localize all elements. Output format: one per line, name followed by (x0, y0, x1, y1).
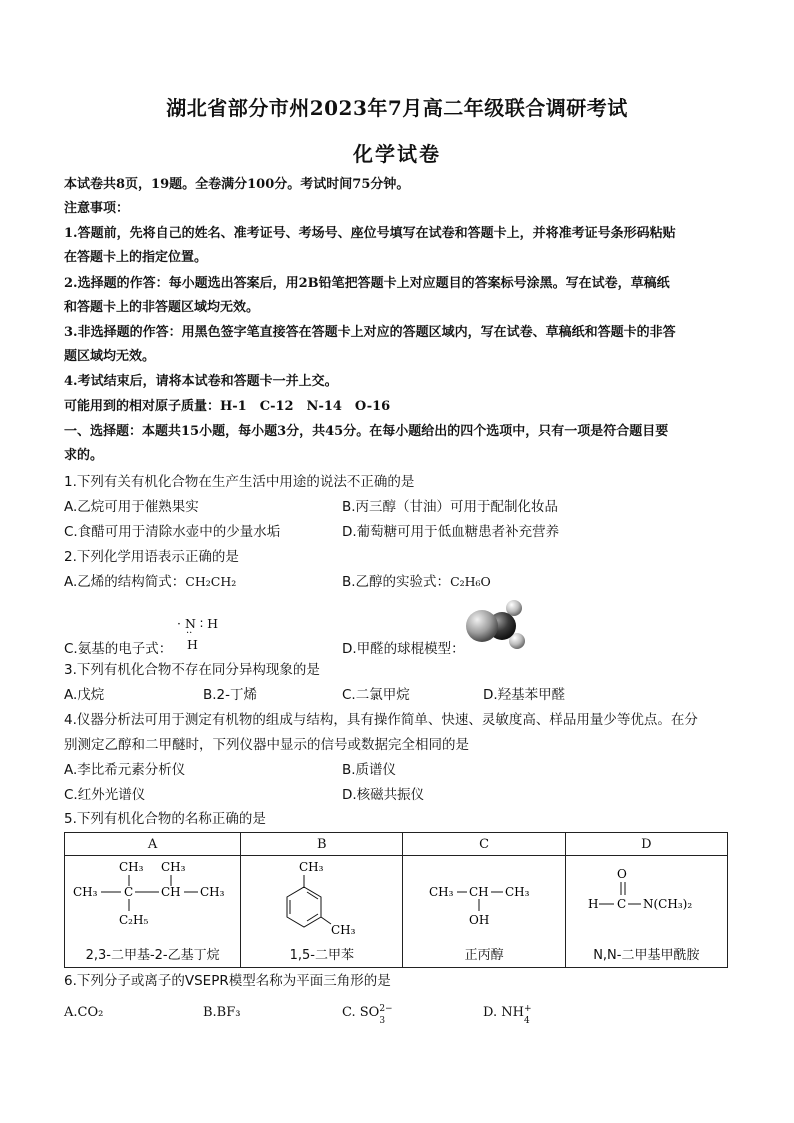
table-header-c: C (403, 833, 565, 856)
q3-option-a: A.戊烷 (64, 687, 105, 703)
q1-stem: 1.下列有关有机化合物在生产生活中用途的说法不正确的是 (64, 474, 415, 490)
charge-superscript: 2− (379, 1003, 393, 1014)
struct-a-right: CH₃ (200, 885, 225, 899)
q6-option-d-label: D. NH (483, 1005, 524, 1020)
subscript: 4 (523, 1015, 530, 1026)
q6-option-d (483, 1003, 534, 1026)
table-header-d: D (565, 833, 727, 856)
formaldehyde-ball-stick-model (462, 596, 530, 658)
q2-option-b-formula: C₂H₆O (450, 574, 491, 589)
q5-structure-table (64, 832, 728, 968)
q4-stem: 4.仪器分析法可用于测定有机物的组成与结构，具有操作简单、快速、灵敏度高、样品用量少等优点。在分 (64, 712, 698, 728)
bond (321, 917, 331, 924)
structure-b (241, 856, 401, 946)
table-cell-a (65, 856, 241, 968)
name-a: 2,3-二甲基-2-乙基丁烷 (85, 948, 220, 963)
electron-formula-dots: ·· (186, 628, 193, 639)
page-title: 湖北省部分市州2023年7月高二年级联合调研考试 (166, 96, 628, 120)
q6-stem: 6.下列分子或离子的VSEPR模型名称为平面三角形的是 (64, 973, 391, 989)
struct-a-bottom: C₂H₅ (119, 913, 149, 927)
section-heading-cont: 求的。 (64, 448, 104, 463)
q2-option-a (64, 573, 236, 591)
notice-line: 1.答题前，先将自己的姓名、准考证号、考场号、座位号填写在试卷和答题卡上，并将准考证号条形码粘贴 (64, 226, 676, 241)
struct-c-right: CH₃ (505, 885, 530, 899)
q4-option-c: C.红外光谱仪 (64, 787, 146, 803)
electron-formula-top: · N ∶ H (177, 616, 218, 631)
struct-a-top1: CH₃ (119, 860, 144, 874)
q2-option-b (342, 573, 491, 591)
struct-c-left: CH₃ (429, 885, 454, 899)
notice-line: 和答题卡上的非答题区域均无效。 (64, 300, 260, 315)
q2-option-c-label: C.氨基的电子式： (64, 641, 173, 657)
table-header-a: A (65, 833, 241, 856)
structure-c (403, 856, 563, 946)
q2-option-d-label: D.甲醛的球棍模型： (342, 641, 465, 657)
page-subtitle: 化学试卷 (353, 142, 441, 166)
q1-option-a: A.乙烷可用于催熟果实 (64, 499, 199, 515)
q1-option-d: D.葡萄糖可用于低血糖患者补充营养 (342, 524, 560, 540)
electron-formula-bottom: H (187, 637, 198, 652)
section-heading: 一、选择题：本题共15小题，每小题3分，共45分。在每小题给出的四个选项中，只有一项是符合题目要 (64, 424, 669, 439)
name-d: N,N-二甲基甲酰胺 (593, 948, 700, 963)
intro-text: 本试卷共8页，19题。全卷满分100分。考试时间75分钟。 (64, 177, 410, 192)
q4-option-d: D.核磁共振仪 (342, 787, 425, 803)
struct-a-left: CH₃ (73, 885, 98, 899)
q1-option-b: B.丙三醇（甘油）可用于配制化妆品 (342, 499, 559, 515)
q2-option-a-label: A.乙烯的结构简式： (64, 574, 186, 590)
oxygen-atom (466, 610, 498, 642)
table-cell-b (241, 856, 403, 968)
table-cell-c (403, 856, 565, 968)
ring-double-bond (307, 892, 318, 899)
benzene-ring (287, 887, 321, 927)
struct-d-n: N(CH₃)₂ (642, 897, 692, 911)
notice-line: 在答题卡上的指定位置。 (64, 250, 208, 265)
q5-stem: 5.下列有机化合物的名称正确的是 (64, 811, 266, 827)
q6-option-a: A.CO₂ (64, 1005, 104, 1020)
struct-d-c: C (616, 897, 626, 911)
notice-line: 2.选择题的作答：每小题选出答案后，用2B铅笔把答题卡上对应题目的答案标号涂黑。写在试卷，草稿纸 (64, 276, 670, 291)
q2-option-a-formula: CH₂CH₂ (185, 574, 237, 589)
structure-a (65, 856, 239, 946)
atomic-mass-line: 可能用到的相对原子质量：H-1 C-12 N-14 O-16 (64, 399, 391, 414)
q2-option-b-label: B.乙醇的实验式： (342, 574, 451, 590)
struct-c-mid: CH (469, 885, 490, 899)
name-b: 1,5-二甲苯 (289, 948, 354, 963)
table-cell-d (565, 856, 727, 968)
structure-d (566, 856, 726, 946)
name-c: 正丙醇 (464, 948, 504, 963)
q6-option-c-label: C. SO (342, 1005, 380, 1020)
struct-a-c: C (124, 885, 134, 899)
q3-option-d: D.羟基苯甲醛 (483, 687, 566, 703)
notice-heading: 注意事项： (64, 201, 130, 216)
struct-d-o: O (616, 867, 627, 881)
struct-a-top2: CH₃ (161, 860, 186, 874)
q3-option-c: C.二氯甲烷 (342, 687, 410, 703)
q6-option-b: B.BF₃ (203, 1005, 241, 1020)
struct-c-oh: OH (469, 913, 490, 927)
q6-option-c (342, 1003, 393, 1026)
q4-option-a: A.李比希元素分析仪 (64, 762, 186, 778)
charge-superscript: + (523, 1003, 532, 1014)
notice-line: 题区域均无效。 (64, 349, 156, 364)
notice-line: 3.非选择题的作答：用黑色签字笔直接答在答题卡上对应的答题区域内，写在试卷、草稿纸和答题卡的非答 (64, 325, 676, 340)
q3-stem: 3.下列有机化合物不存在同分异构现象的是 (64, 662, 320, 678)
struct-a-ch: CH (161, 885, 181, 899)
struct-d-h: H (587, 897, 599, 911)
q2-stem: 2.下列化学用语表示正确的是 (64, 549, 239, 565)
subscript: 3 (379, 1015, 386, 1026)
q3-option-b: B.2-丁烯 (203, 687, 258, 703)
struct-b-top: CH₃ (299, 860, 324, 874)
q4-option-b: B.质谱仪 (342, 762, 397, 778)
struct-b-bottom: CH₃ (331, 923, 356, 937)
q4-stem-cont: 别测定乙醇和二甲醚时，下列仪器中显示的信号或数据完全相同的是 (64, 737, 469, 753)
table-header-b: B (241, 833, 403, 856)
q1-option-c: C.食醋可用于清除水壶中的少量水垢 (64, 524, 281, 540)
notice-line: 4.考试结束后，请将本试卷和答题卡一并上交。 (64, 374, 338, 389)
